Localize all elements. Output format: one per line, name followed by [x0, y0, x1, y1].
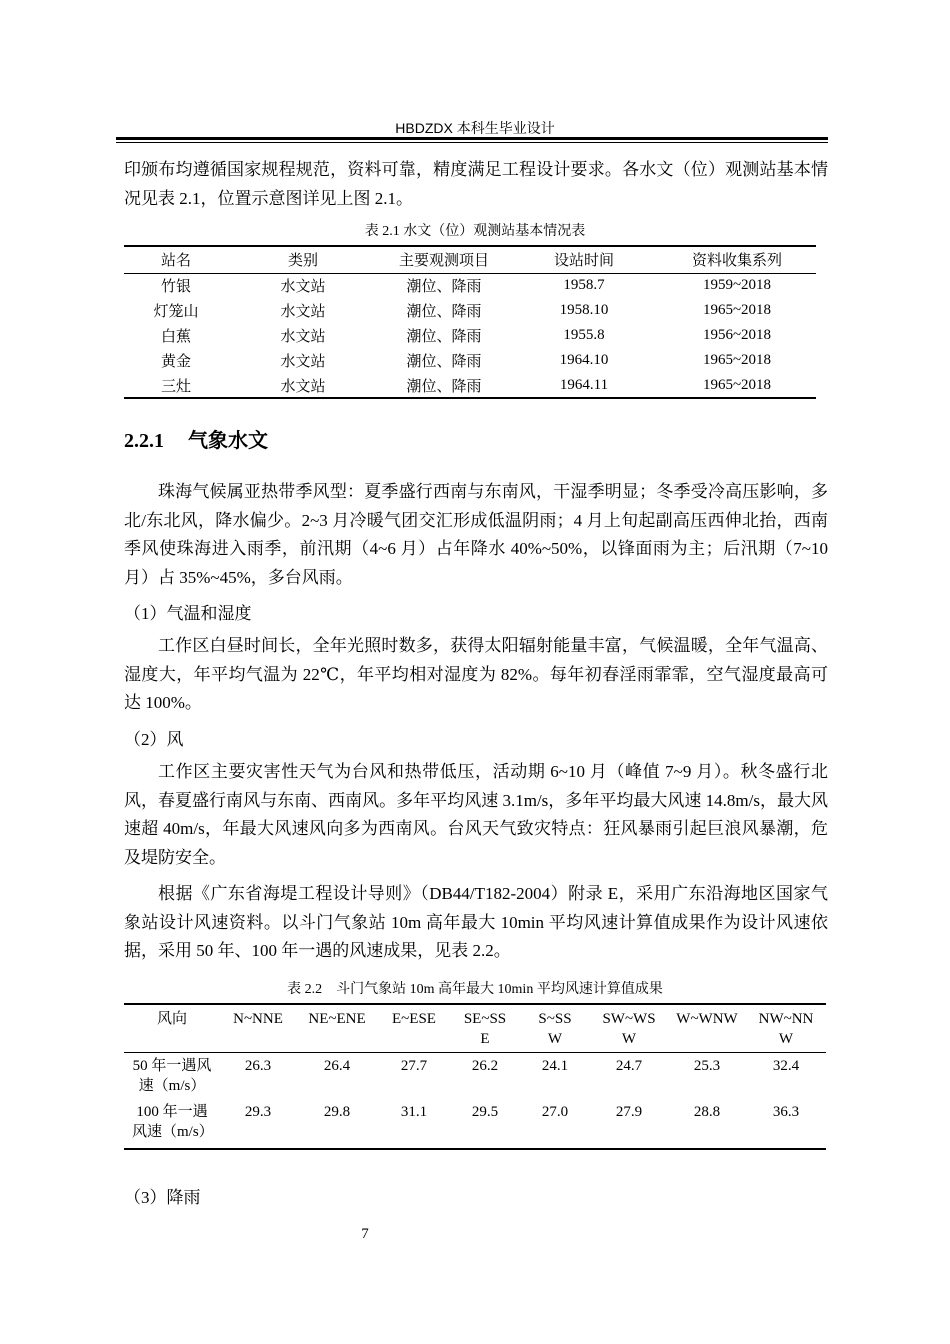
- page-number: 7: [361, 1226, 369, 1242]
- table-row: [124, 348, 816, 373]
- table-header-row: [124, 1004, 826, 1053]
- table-cell: 水文站: [280, 354, 326, 370]
- table-header-cell: E~ESE: [378, 1004, 450, 1053]
- table-cell: 水文站: [280, 378, 326, 395]
- table-header-cell: 站名: [124, 246, 228, 273]
- table-cell: 白蕉: [160, 329, 191, 345]
- table-cell: 1958.7: [563, 277, 605, 294]
- table-cell: 1964.11: [559, 376, 609, 393]
- section-number: 2.2.1: [124, 430, 164, 452]
- table-row: [124, 323, 816, 348]
- table-cell: 潮位、降雨: [406, 304, 482, 320]
- table-cell: 27.9: [615, 1104, 643, 1120]
- table-cell: 29.8: [323, 1104, 351, 1120]
- temperature-paragraph: 工作区白昼时间长，全年光照时数多，获得太阳辐射能量丰富，气候温暖，全年气温高、湿度大，年平均气温为 22℃，年平均相对湿度为 82%。每年初春淫雨霏霏，空气湿度最高可达 100%。: [124, 636, 828, 712]
- table-row: [124, 1053, 826, 1100]
- table-cell: 灯笼山: [153, 304, 199, 320]
- table-cell: 潮位、降雨: [406, 329, 482, 345]
- table-header-cell: W~WNW: [668, 1004, 746, 1053]
- table-cell: 28.8: [693, 1104, 721, 1120]
- table-cell: 1956~2018: [702, 327, 772, 343]
- table-header-cell: 设站时间: [510, 246, 658, 273]
- intro-paragraph: 印颁布均遵循国家规程规范，资料可靠，精度满足工程设计要求。各水文（位）观测站基本情况见表 2.1，位置示意图详见上图 2.1。: [124, 160, 828, 208]
- table-cell: 潮位、降雨: [406, 279, 482, 296]
- table-cell: 24.7: [615, 1058, 643, 1074]
- table-header-cell: 类别: [228, 246, 378, 273]
- table-cell: 31.1: [400, 1104, 428, 1120]
- table1-caption: 表 2.1 水文（位）观测站基本情况表: [364, 224, 586, 239]
- table-cell: 29.5: [471, 1104, 499, 1120]
- table-header-cell: N~NNE: [220, 1004, 296, 1053]
- table-header-cell: SE~SSE: [450, 1004, 520, 1053]
- header-rule: [116, 137, 828, 140]
- table-cell: 26.2: [471, 1058, 499, 1074]
- wind-speed-table: [124, 1003, 826, 1150]
- table-cell: 1965~2018: [702, 352, 772, 368]
- table-cell: 竹银: [160, 279, 191, 296]
- section-title: 气象水文: [188, 430, 268, 452]
- table-cell: 29.3: [244, 1104, 272, 1120]
- table-header-cell: SW~WSW: [590, 1004, 668, 1053]
- page-header: HBDZDX 本科生毕业设计: [395, 120, 555, 136]
- table-cell: 潮位、降雨: [406, 354, 482, 370]
- table-header-cell: NW~NNW: [746, 1004, 826, 1053]
- table-cell: 水文站: [280, 329, 326, 345]
- table2-caption: 表 2.2 斗门气象站 10m 高年最大 10min 平均风速计算值成果: [287, 982, 663, 997]
- table-header-cell: NE~ENE: [296, 1004, 378, 1053]
- table-cell: 24.1: [541, 1058, 569, 1074]
- table-row: [124, 373, 816, 398]
- table-cell: 潮位、降雨: [406, 378, 482, 395]
- header-rule-thin: [116, 142, 828, 143]
- table-cell: 36.3: [772, 1104, 800, 1120]
- table-cell: 26.4: [323, 1058, 351, 1074]
- table-header-row: [124, 246, 816, 273]
- climate-paragraph: 珠海气候属亚热带季风型：夏季盛行西南与东南风，干湿季明显；冬季受冷高压影响，多北/东北风，降水偏少。2~3 月冷暖气团交汇形成低温阴雨；4 月上旬起副高压西伸北抬，西南季风使珠海进入雨季，前汛期（4~6 月）占年降水 40%~50%，以锋面雨为主；后汛期（7~10 月）占 35%~45%，多台风雨。: [124, 482, 828, 587]
- table-cell: 水文站: [280, 304, 326, 320]
- table-cell: 32.4: [772, 1058, 800, 1074]
- table-cell: 1955.8: [563, 327, 605, 343]
- table-cell: 26.3: [244, 1058, 272, 1074]
- table-row: [124, 298, 816, 323]
- subheading-temperature: （1）气温和湿度: [124, 604, 252, 623]
- table-cell: 25.3: [693, 1058, 721, 1074]
- subheading-rainfall: （3）降雨: [124, 1188, 201, 1207]
- subheading-wind: （2）风: [124, 730, 184, 749]
- table-cell: 1959~2018: [702, 277, 772, 294]
- station-table: [124, 245, 816, 399]
- table-row: [124, 273, 816, 298]
- table-cell: 1965~2018: [702, 302, 772, 318]
- section-heading: [124, 424, 268, 453]
- row-label: 50 年一遇风速（m/s）: [132, 1058, 212, 1094]
- wind-design-paragraph: 根据《广东省海堤工程设计导则》（DB44/T182-2004）附录 E，采用广东沿海地区国家气象站设计风速资料。以斗门气象站 10m 高年最大 10min 平均风速计算值成果作为设计风速依据，采用 50 年、100 年一遇的风速成果，见表 2.2。: [124, 884, 828, 960]
- wind-paragraph: 工作区主要灾害性天气为台风和热带低压，活动期 6~10 月（峰值 7~9 月）。秋冬盛行北风，春夏盛行南风与东南、西南风。多年平均风速 3.1m/s，多年平均最大风速 14.8m/s，最大风速超 40m/s，年最大风速风向多为西南风。台风天气致灾特点：狂风暴雨引起巨浪风暴潮，危及堤防安全。: [124, 762, 828, 867]
- table-cell: 27.0: [541, 1104, 569, 1120]
- table-cell: 1958.10: [559, 302, 609, 318]
- table-cell: 三灶: [160, 378, 191, 395]
- table-cell: 27.7: [400, 1058, 428, 1074]
- table-header-cell: S~SSW: [520, 1004, 590, 1053]
- table-cell: 1964.10: [559, 352, 609, 368]
- table-header-cell: 风向: [124, 1004, 220, 1053]
- row-label: 100 年一遇风速（m/s）: [132, 1104, 214, 1140]
- table-cell: 黄金: [160, 354, 191, 370]
- table-cell: 1965~2018: [702, 376, 772, 393]
- table-header-cell: 主要观测项目: [378, 246, 510, 273]
- table-cell: 水文站: [280, 279, 326, 296]
- table-row: [124, 1099, 826, 1149]
- table-header-cell: 资料收集系列: [658, 246, 816, 273]
